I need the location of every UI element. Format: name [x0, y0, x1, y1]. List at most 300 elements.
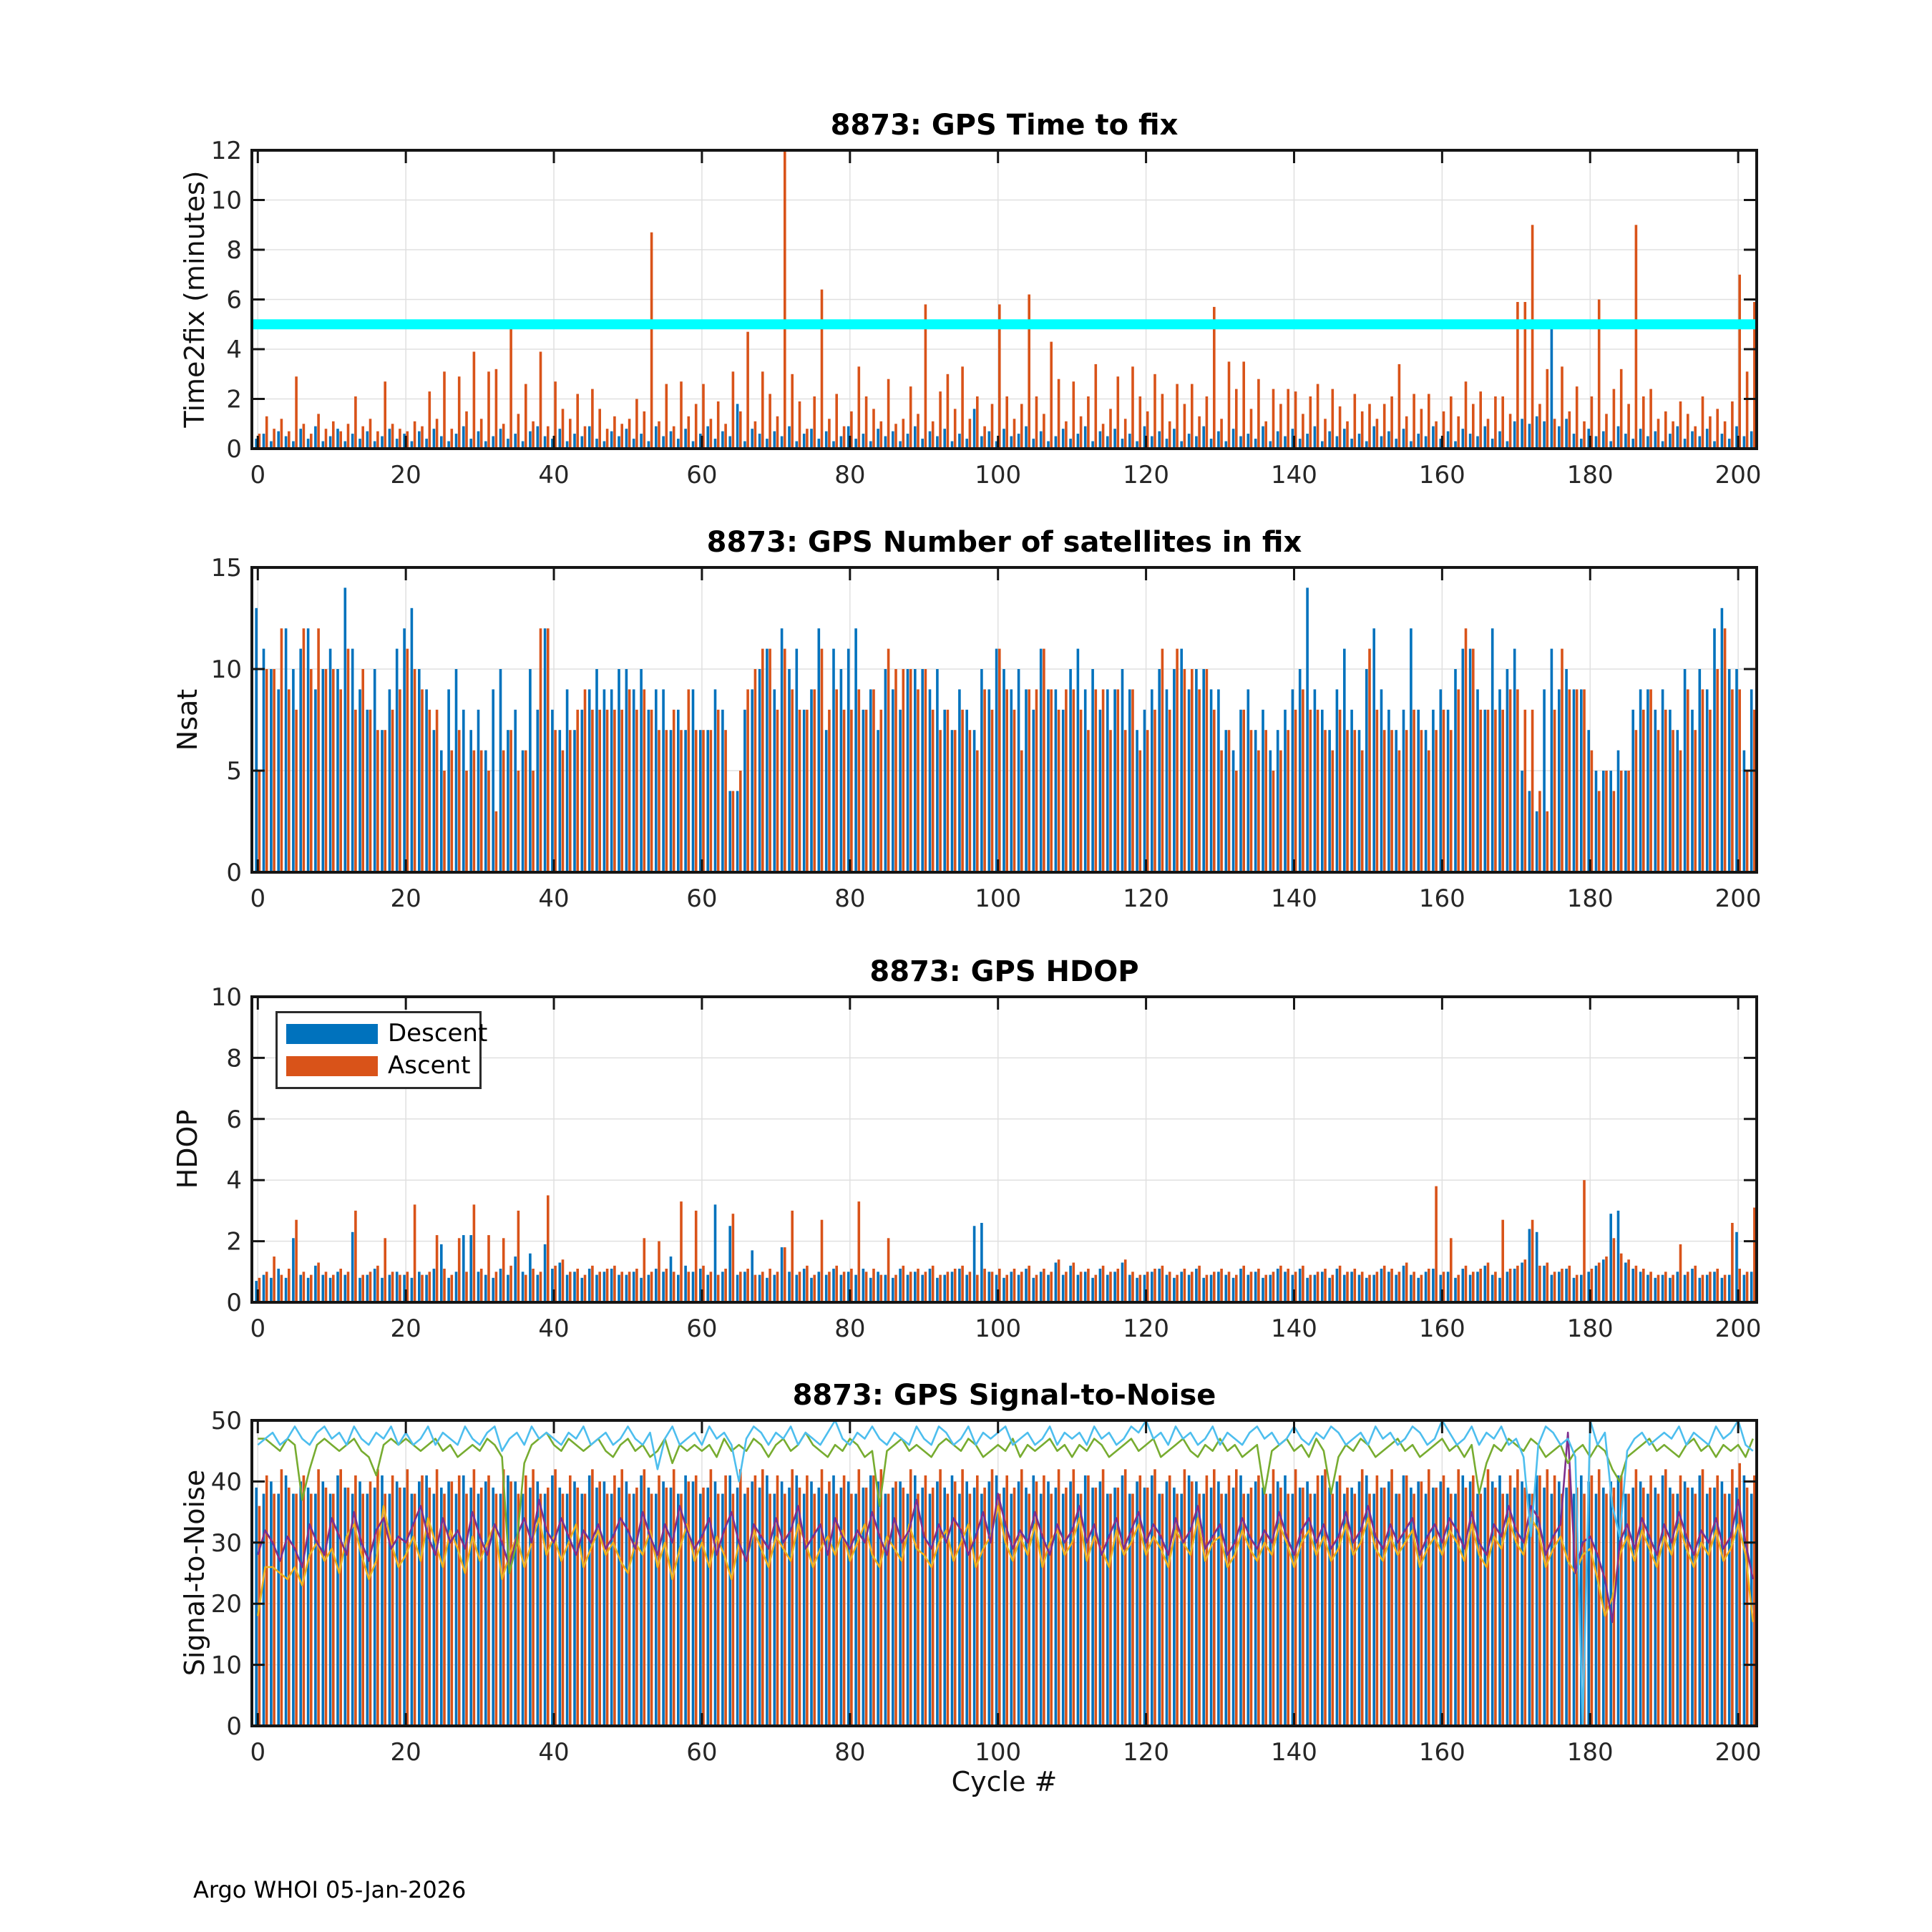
bar-ascent — [1591, 1475, 1594, 1726]
bar-ascent — [761, 649, 764, 872]
bar-descent — [1195, 436, 1198, 449]
bar-descent — [936, 1481, 939, 1726]
bar-descent — [766, 1278, 769, 1302]
bar-descent — [1513, 421, 1516, 449]
bar-descent — [1010, 1272, 1013, 1302]
bar-ascent — [517, 771, 520, 872]
bar-descent — [951, 1475, 954, 1726]
bar-ascent — [1664, 1272, 1667, 1302]
bar-ascent — [650, 710, 653, 872]
bar-descent — [1306, 434, 1309, 449]
bar-ascent — [613, 1475, 616, 1726]
bar-ascent — [991, 1469, 994, 1726]
bar-descent — [1476, 1494, 1479, 1727]
bar-ascent — [1050, 342, 1053, 449]
bar-ascent — [939, 730, 942, 872]
bar-ascent — [947, 374, 950, 449]
bar-descent — [1106, 1275, 1109, 1302]
bar-ascent — [710, 1272, 713, 1302]
bar-ascent — [458, 1238, 461, 1302]
bar-descent — [1551, 649, 1553, 872]
x-tick-label: 60 — [686, 884, 718, 913]
bar-descent — [1602, 771, 1605, 872]
bar-ascent — [1272, 771, 1275, 872]
bar-descent — [544, 1244, 547, 1302]
bar-descent — [921, 669, 924, 872]
bar-ascent — [1657, 1494, 1660, 1727]
bar-ascent — [643, 689, 646, 872]
bar-ascent — [361, 1494, 364, 1727]
bar-descent — [270, 1481, 273, 1726]
bar-ascent — [1035, 396, 1038, 449]
bar-descent — [447, 1481, 450, 1726]
bar-ascent — [1020, 1469, 1023, 1726]
bar-ascent — [1317, 1272, 1319, 1302]
bar-descent — [1284, 1475, 1287, 1726]
bar-descent — [1410, 628, 1413, 872]
bar-ascent — [865, 396, 868, 449]
bar-ascent — [620, 1469, 623, 1726]
bar-ascent — [1420, 1275, 1423, 1302]
bar-ascent — [429, 710, 431, 872]
bar-descent — [1328, 431, 1331, 449]
bar-ascent — [1568, 1266, 1571, 1302]
bar-descent — [788, 669, 791, 872]
bar-descent — [781, 628, 784, 872]
bar-ascent — [1546, 1263, 1549, 1303]
bar-ascent — [1361, 1469, 1364, 1726]
bar-descent — [1299, 439, 1302, 449]
bar-ascent — [1598, 791, 1601, 872]
bar-descent — [1639, 689, 1642, 872]
bar-descent — [411, 608, 414, 872]
bar-descent — [1062, 1275, 1065, 1302]
bar-descent — [728, 1226, 731, 1302]
bar-ascent — [1553, 1272, 1556, 1302]
bar-descent — [818, 1272, 821, 1302]
bar-descent — [433, 730, 436, 872]
bar-ascent — [739, 1469, 742, 1726]
bar-descent — [677, 710, 680, 872]
bar-ascent — [547, 426, 550, 449]
bar-ascent — [473, 1469, 476, 1726]
bar-descent — [1646, 689, 1649, 872]
bar-ascent — [791, 1469, 794, 1726]
bar-ascent — [1332, 1494, 1335, 1727]
bar-ascent — [902, 419, 905, 449]
x-tick-label: 100 — [975, 1314, 1022, 1343]
bar-descent — [1631, 1269, 1634, 1302]
bar-descent — [1069, 1266, 1072, 1302]
bar-ascent — [1302, 1488, 1304, 1726]
bar-descent — [1350, 1488, 1353, 1726]
bar-ascent — [317, 1469, 320, 1726]
bar-descent — [1639, 429, 1642, 449]
bar-ascent — [1257, 379, 1260, 449]
bar-ascent — [784, 1494, 786, 1727]
x-axis-label: Cycle # — [951, 1766, 1058, 1797]
bar-descent — [1728, 1494, 1731, 1727]
bar-descent — [662, 1272, 665, 1302]
bar-descent — [1055, 689, 1058, 872]
subplot4-ylabel: Signal-to-Noise — [179, 1469, 210, 1677]
bar-descent — [1669, 1488, 1672, 1726]
bar-ascent — [532, 771, 535, 872]
bar-ascent — [465, 1494, 468, 1727]
bar-descent — [751, 1250, 753, 1302]
bar-descent — [914, 426, 917, 449]
bar-ascent — [1324, 730, 1327, 872]
x-tick-label: 100 — [975, 1738, 1022, 1767]
bar-descent — [1677, 426, 1679, 449]
bar-descent — [492, 1278, 494, 1302]
bar-ascent — [1124, 1469, 1127, 1726]
bar-descent — [1750, 689, 1753, 872]
bar-descent — [1128, 689, 1131, 872]
bar-descent — [1677, 730, 1679, 872]
bar-descent — [1699, 1475, 1702, 1726]
bar-descent — [825, 730, 828, 872]
bar-ascent — [1376, 1475, 1379, 1726]
bar-descent — [1387, 431, 1390, 449]
bar-descent — [484, 1481, 487, 1726]
bar-ascent — [354, 1211, 357, 1302]
x-tick-label: 200 — [1714, 1738, 1762, 1767]
bar-descent — [1654, 1488, 1657, 1726]
bar-descent — [374, 1269, 376, 1302]
bar-descent — [1254, 730, 1257, 872]
subplot3-title: 8873: GPS HDOP — [869, 955, 1139, 988]
bar-ascent — [1339, 710, 1342, 872]
bar-ascent — [1642, 396, 1645, 449]
bar-descent — [810, 429, 813, 449]
bar-descent — [566, 689, 569, 872]
bar-ascent — [1264, 421, 1267, 449]
bar-ascent — [347, 649, 350, 872]
bar-ascent — [1516, 689, 1519, 872]
bar-descent — [1002, 1278, 1005, 1302]
bar-descent — [1188, 1475, 1191, 1726]
bar-descent — [358, 1481, 361, 1726]
bar-descent — [633, 1272, 635, 1302]
bar-ascent — [828, 710, 831, 872]
bar-descent — [943, 429, 946, 449]
bar-ascent — [369, 1272, 372, 1302]
bar-descent — [1684, 1481, 1687, 1726]
bar-ascent — [695, 730, 698, 872]
bar-descent — [1002, 429, 1005, 449]
bar-descent — [1077, 649, 1080, 872]
bar-descent — [1025, 426, 1028, 449]
y-tick-label: 2 — [226, 385, 242, 414]
bar-ascent — [976, 1475, 979, 1726]
bar-descent — [1225, 1494, 1228, 1727]
bar-descent — [1491, 439, 1494, 449]
bar-descent — [418, 1272, 421, 1302]
bar-descent — [973, 409, 976, 449]
bar-descent — [588, 1475, 591, 1726]
bar-descent — [1084, 689, 1087, 872]
bar-descent — [662, 689, 665, 872]
bar-descent — [1202, 1278, 1205, 1302]
bar-descent — [366, 710, 369, 872]
bar-descent — [455, 1272, 458, 1302]
bar-ascent — [658, 730, 660, 872]
bar-descent — [1580, 689, 1583, 872]
bar-ascent — [613, 1266, 616, 1302]
bar-descent — [670, 1257, 673, 1302]
bar-descent — [314, 426, 317, 449]
bar-ascent — [1553, 419, 1556, 449]
bar-descent — [1143, 1488, 1146, 1726]
bar-ascent — [1220, 1269, 1223, 1302]
bar-ascent — [443, 371, 446, 449]
bar-ascent — [451, 751, 454, 872]
bar-ascent — [1376, 419, 1379, 449]
bar-ascent — [1494, 1272, 1497, 1302]
x-tick-label: 140 — [1271, 1314, 1317, 1343]
bar-ascent — [880, 1469, 883, 1726]
bar-ascent — [1627, 404, 1630, 449]
bar-descent — [1077, 1275, 1080, 1302]
bar-ascent — [310, 669, 313, 872]
bar-ascent — [325, 1488, 328, 1726]
bar-descent — [1128, 434, 1131, 449]
bar-descent — [307, 1488, 310, 1726]
bar-descent — [1565, 419, 1568, 449]
bar-ascent — [1250, 730, 1253, 872]
bar-ascent — [584, 689, 587, 872]
bar-descent — [1239, 710, 1242, 872]
bar-ascent — [332, 1494, 335, 1727]
bar-ascent — [354, 396, 357, 449]
bar-ascent — [1198, 689, 1201, 872]
bar-ascent — [717, 1275, 720, 1302]
bar-ascent — [799, 1272, 801, 1302]
bar-descent — [610, 431, 613, 449]
bar-descent — [1247, 689, 1250, 872]
bar-ascent — [976, 1275, 979, 1302]
bar-descent — [1595, 1266, 1598, 1302]
bar-descent — [862, 710, 865, 872]
bar-ascent — [1228, 1475, 1231, 1726]
bar-descent — [854, 1275, 857, 1302]
bar-ascent — [1627, 1259, 1630, 1302]
bar-ascent — [1117, 376, 1120, 449]
bar-descent — [877, 730, 879, 872]
bar-ascent — [917, 414, 919, 449]
x-tick-label: 60 — [686, 1738, 718, 1767]
bar-descent — [469, 439, 472, 449]
x-tick-label: 40 — [538, 1314, 570, 1343]
bar-ascent — [1020, 404, 1023, 449]
bar-descent — [381, 436, 384, 449]
bar-descent — [670, 1488, 673, 1726]
bar-ascent — [1161, 649, 1164, 872]
bar-descent — [1521, 1263, 1523, 1303]
bar-descent — [1372, 426, 1375, 449]
bar-descent — [1047, 1481, 1050, 1726]
bar-descent — [1018, 1481, 1020, 1726]
bar-ascent — [695, 1475, 698, 1726]
bar-ascent — [1169, 1475, 1171, 1726]
bar-descent — [766, 1475, 769, 1726]
bar-ascent — [1657, 730, 1660, 872]
bar-ascent — [1664, 411, 1667, 449]
bar-descent — [655, 689, 658, 872]
bar-ascent — [998, 1494, 1001, 1727]
bar-descent — [263, 1275, 265, 1302]
bar-ascent — [369, 1481, 372, 1726]
bar-ascent — [746, 689, 749, 872]
bar-descent — [514, 434, 517, 449]
bar-ascent — [1687, 414, 1689, 449]
bar-descent — [1343, 429, 1346, 449]
bar-descent — [1425, 1494, 1428, 1727]
bar-descent — [507, 1275, 509, 1302]
bar-descent — [1669, 1278, 1672, 1302]
bar-descent — [1543, 689, 1546, 872]
bar-descent — [1299, 669, 1302, 872]
bar-ascent — [1317, 384, 1319, 449]
bar-ascent — [620, 710, 623, 872]
bar-ascent — [776, 416, 779, 449]
bar-descent — [1010, 689, 1013, 872]
bar-descent — [1210, 1275, 1213, 1302]
bar-descent — [537, 1275, 540, 1302]
bar-ascent — [295, 1494, 298, 1727]
bar-descent — [1091, 1488, 1094, 1726]
legend-label-descent: Descent — [388, 1019, 488, 1048]
bar-descent — [655, 1269, 658, 1302]
bar-ascent — [902, 669, 905, 872]
bar-descent — [1476, 689, 1479, 872]
bar-ascent — [376, 1266, 379, 1302]
bar-ascent — [1509, 414, 1512, 449]
bar-ascent — [429, 1272, 431, 1302]
bar-descent — [1202, 426, 1205, 449]
x-tick-label: 40 — [538, 884, 570, 913]
bar-descent — [1425, 1272, 1428, 1302]
bar-descent — [1551, 1275, 1553, 1302]
bar-ascent — [369, 419, 372, 449]
bar-descent — [1728, 439, 1731, 449]
bar-ascent — [569, 730, 572, 872]
x-tick-label: 80 — [834, 1738, 866, 1767]
y-tick-label: 10 — [210, 1651, 242, 1680]
bar-ascent — [1124, 730, 1127, 872]
bar-descent — [1402, 1266, 1405, 1302]
bar-ascent — [1546, 369, 1549, 449]
bar-ascent — [1028, 295, 1030, 449]
bar-ascent — [1716, 669, 1719, 872]
bar-ascent — [473, 751, 476, 872]
bar-descent — [307, 628, 310, 872]
bar-descent — [699, 1494, 702, 1727]
bar-ascent — [1073, 1263, 1075, 1303]
bar-descent — [1624, 771, 1627, 872]
bar-ascent — [1242, 1494, 1245, 1727]
bar-descent — [936, 1278, 939, 1302]
bar-ascent — [376, 1469, 379, 1726]
bar-descent — [1292, 1494, 1294, 1727]
legend-box — [275, 1011, 488, 1089]
bar-ascent — [1494, 710, 1497, 872]
bar-descent — [396, 439, 399, 449]
bar-ascent — [1242, 361, 1245, 449]
bar-ascent — [480, 1488, 483, 1726]
bar-ascent — [635, 1488, 638, 1726]
bar-ascent — [1035, 1275, 1038, 1302]
bar-ascent — [421, 1275, 424, 1302]
bar-descent — [1047, 689, 1050, 872]
bar-descent — [1033, 710, 1035, 872]
bar-ascent — [273, 1257, 275, 1302]
bar-ascent — [1457, 1275, 1460, 1302]
bar-ascent — [540, 352, 542, 449]
bar-descent — [418, 1481, 421, 1726]
bar-ascent — [1649, 1475, 1652, 1726]
bar-ascent — [1153, 710, 1156, 872]
bar-ascent — [1620, 1254, 1623, 1302]
subplot1-title: 8873: GPS Time to fix — [830, 109, 1179, 142]
bar-ascent — [1524, 1259, 1527, 1302]
bar-descent — [1033, 1278, 1035, 1302]
bar-ascent — [991, 404, 994, 449]
bar-descent — [1328, 730, 1331, 872]
bar-descent — [1536, 416, 1538, 449]
bar-descent — [832, 1475, 835, 1726]
bar-descent — [1121, 439, 1124, 449]
bar-ascent — [1553, 710, 1556, 872]
bar-descent — [1217, 1272, 1220, 1302]
bar-ascent — [658, 1475, 660, 1726]
bar-ascent — [954, 409, 957, 449]
bar-ascent — [1206, 1275, 1209, 1302]
bar-descent — [869, 1278, 872, 1302]
bar-descent — [1721, 608, 1724, 872]
bar-ascent — [1398, 1494, 1401, 1727]
bar-ascent — [1428, 1469, 1430, 1726]
bar-descent — [1587, 730, 1590, 872]
bar-descent — [462, 426, 465, 449]
bar-ascent — [265, 1475, 268, 1726]
bar-ascent — [1302, 1266, 1304, 1302]
bar-descent — [270, 669, 273, 872]
bar-ascent — [1420, 730, 1423, 872]
bar-descent — [344, 1488, 347, 1726]
bar-descent — [366, 1275, 369, 1302]
bar-ascent — [806, 1266, 809, 1302]
bar-ascent — [576, 394, 579, 449]
bar-ascent — [1620, 369, 1623, 449]
bar-ascent — [932, 1266, 935, 1302]
bar-descent — [655, 1494, 658, 1727]
bar-descent — [1033, 439, 1035, 449]
bar-descent — [980, 669, 983, 872]
bar-descent — [1314, 426, 1317, 449]
bar-descent — [1454, 1278, 1457, 1302]
bar-descent — [277, 431, 280, 449]
bar-descent — [1513, 1269, 1516, 1302]
bar-descent — [1010, 436, 1013, 449]
bar-ascent — [643, 411, 646, 449]
bar-ascent — [791, 1211, 794, 1302]
bar-ascent — [376, 730, 379, 872]
bar-descent — [1018, 434, 1020, 449]
bar-descent — [1365, 1278, 1368, 1302]
bar-ascent — [1657, 419, 1660, 449]
